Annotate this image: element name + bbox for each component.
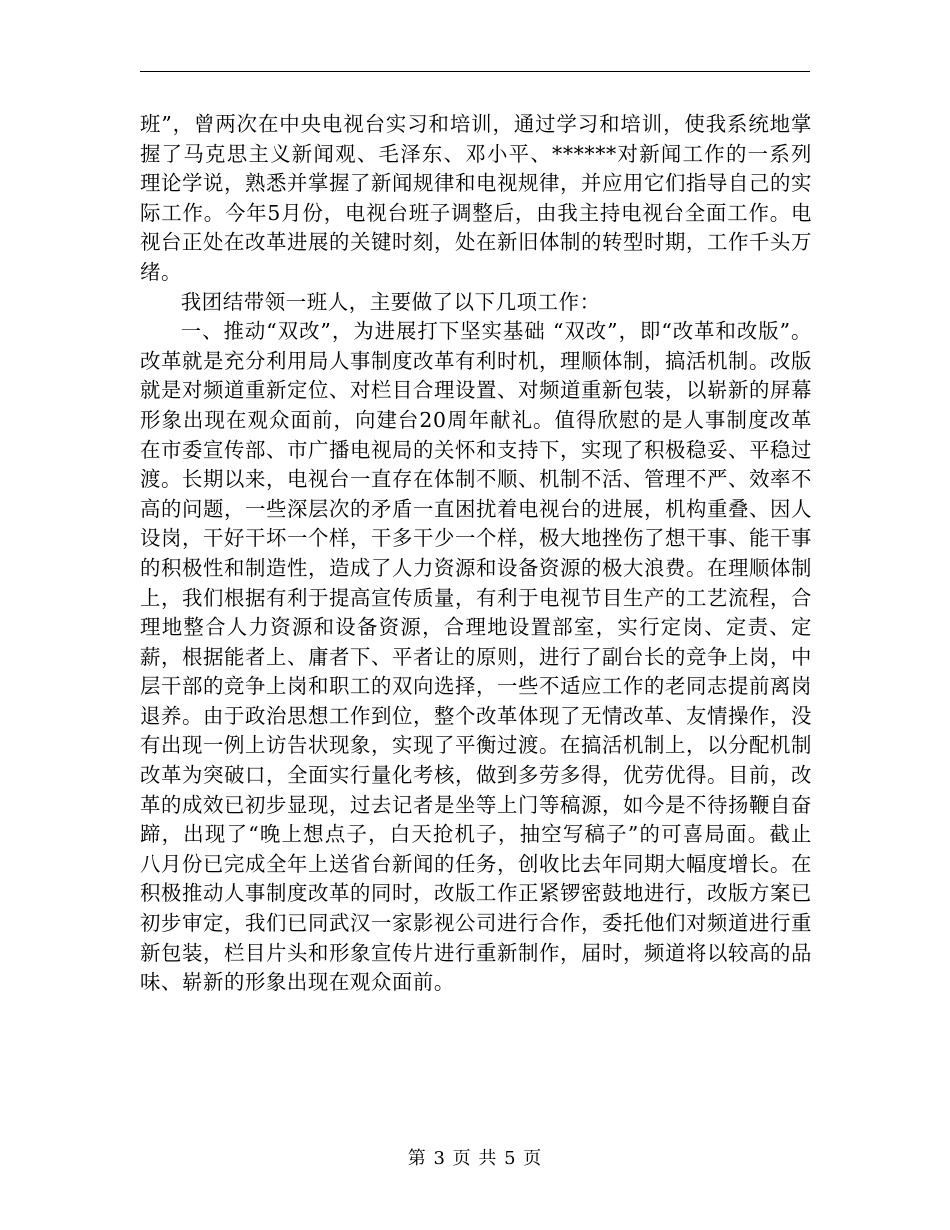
header-rule (140, 71, 810, 72)
page-number-footer: 第 3 页 共 5 页 (407, 1148, 543, 1169)
document-body (140, 110, 812, 998)
paragraph-intro: 我团结带领一班人，主要做了以下几项工作： (180, 289, 601, 314)
paragraph-section-one: 一、推动“双改”，为进展打下坚实基础 “双改”，即“改革和改版”。改革就是充分利用局人事制度改革有利时机，理顺体制，搞活机制。改版就是对频道重新定位、对栏目合理设置、对频道重新包装，以崭新的屏幕形象出现在观众面前，向建台20周年献礼。值得欣慰的是人事制度改革在市委宣传部、市广播电视局的关怀和支持下，实现了积极稳妥、平稳过渡。长期以来，电视台一直存在体制不顺、机制不活、管理不严、效率不高的问题，一些深层次的矛盾一直困扰着电视台的进展，机构重叠、因人设岗，干好干坏一个样，干多干少一个样，极大地挫伤了想干事、能干事的积极性和制造性，造成了人力资源和设备资源的极大浪费。在理顺体制上，我们根据有利于提高宣传质量，有利于电视节目生产的工艺流程，合理地整合人力资源和设备资源，合理地设置部室，实行定岗、定责、定薪，根据能者上、庸者下、平者让的原则，进行了副台长的竞争上岗，中层干部的竞争上岗和职工的双向选择，一些不适应工作的老同志提前离岗退养。由于政治思想工作到位，整个改革体现了无情改革、友情操作，没有出现一例上访告状现象，实现了平衡过渡。在搞活机制上，以分配机制改革为突破口，全面实行量化考核，做到多劳多得，优劳优得。目前，改革的成效已初步显现，过去记者是坐等上门等稿源，如今是不待扬鞭自奋蹄，出现了“晚上想点子，白天抢机子，抽空写稿子”的可喜局面。截止八月份已完成全年上送省台新闻的任务，创收比去年同期大幅度增长。在积极推动人事制度改革的同时，改版工作正紧锣密鼓地进行，改版方案已初步审定，我们已同武汉一家影视公司进行合作，委托他们对频道进行重新包装，栏目片头和形象宣传片进行重新制作，届时，频道将以较高的品味、崭新的形象出现在观众面前。 (140, 319, 812, 995)
paragraph-continued: 班”，曾两次在中央电视台实习和培训，通过学习和培训，使我系统地掌握了马克思主义新闻观、毛泽东、邓小平、******对新闻工作的一系列理论学说，熟悉并掌握了新闻规律和电视规律，并应用它们指导自己的实际工作。今年5月份，电视台班子调整后，由我主持电视台全面工作。电视台正处在改革进展的关键时刻，处在新旧体制的转型时期，工作千头万绪。 (140, 112, 812, 284)
